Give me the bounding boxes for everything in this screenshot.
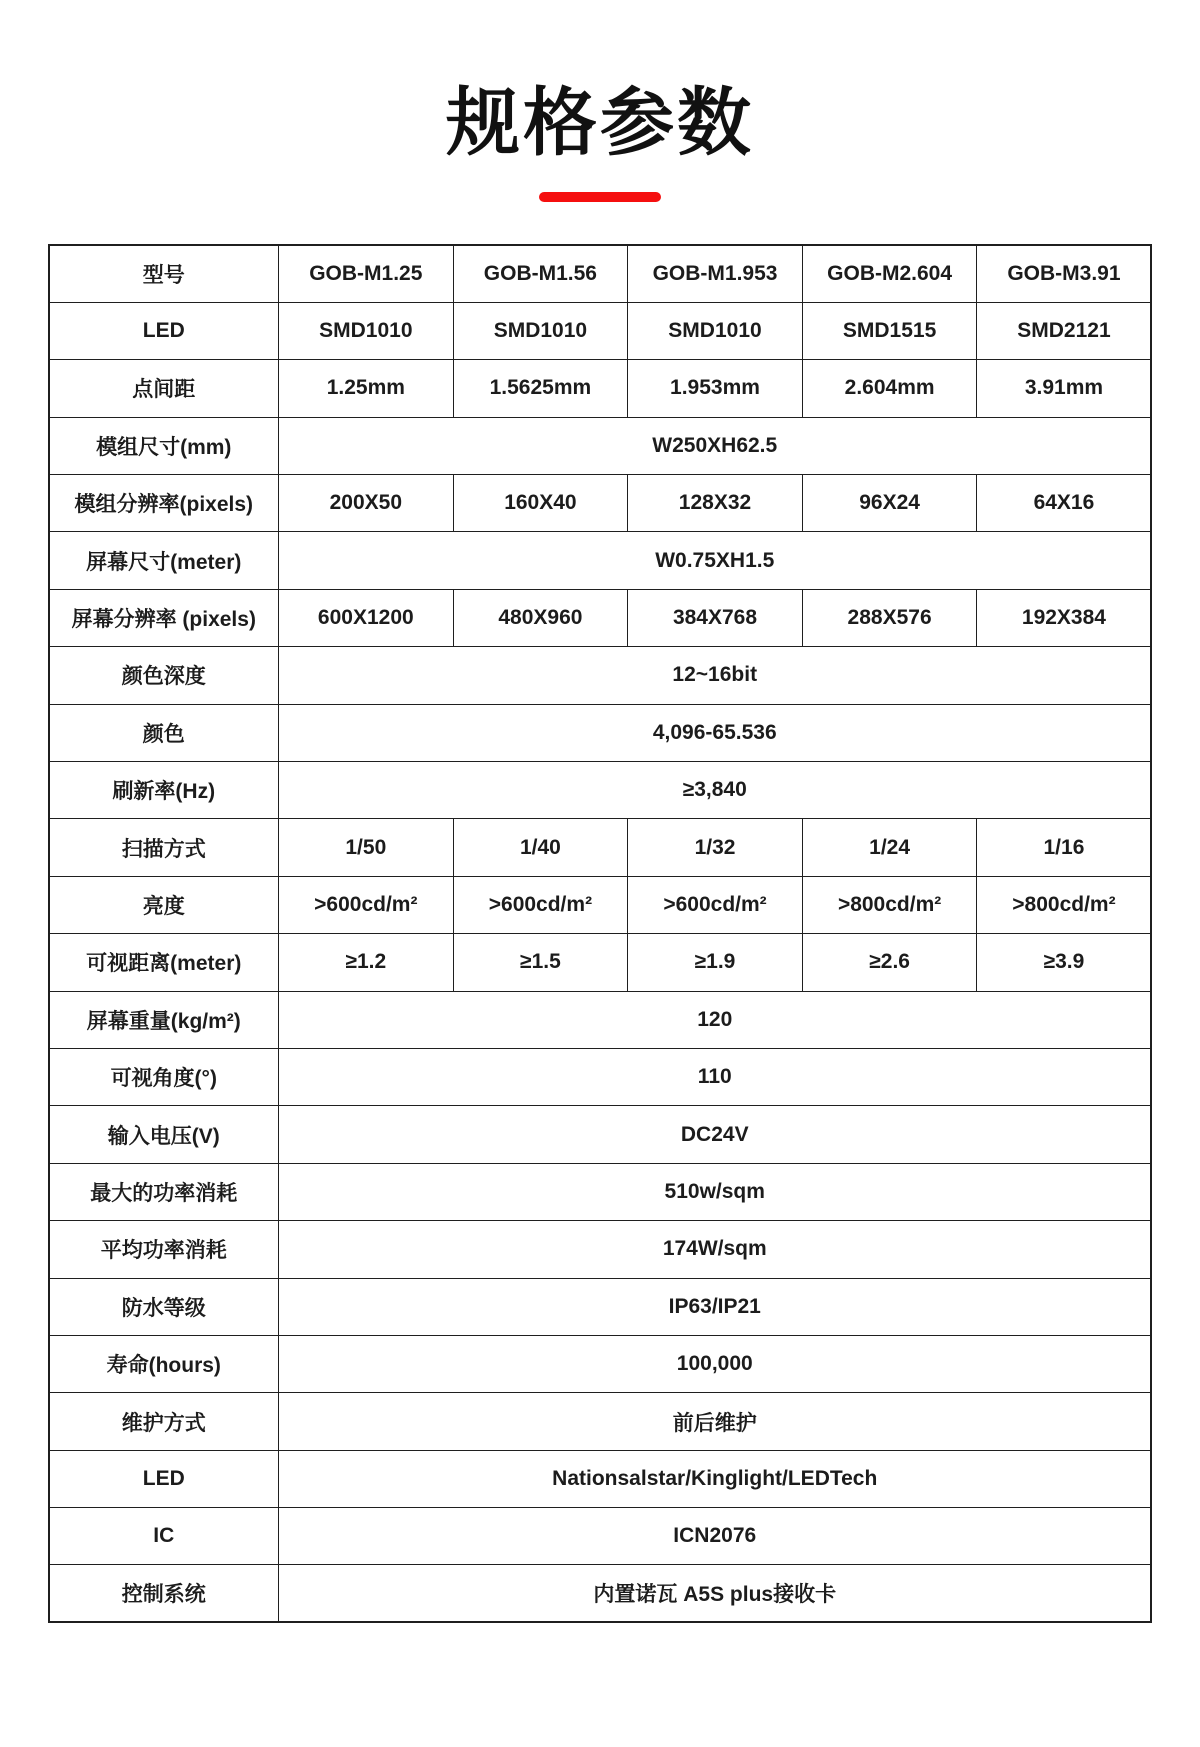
row-label: 屏幕尺寸(meter) xyxy=(49,532,279,589)
row-value: >800cd/m² xyxy=(802,876,977,933)
table-row-pixel-pitch xyxy=(49,360,1152,417)
row-value: ≥3,840 xyxy=(279,762,1152,819)
row-value: 128X32 xyxy=(628,475,803,532)
row-value: ≥2.6 xyxy=(802,934,977,991)
spec-table xyxy=(48,244,1153,1623)
row-value: 192X384 xyxy=(977,589,1152,646)
row-label: 亮度 xyxy=(49,876,279,933)
row-value: GOB-M3.91 xyxy=(977,245,1152,302)
row-label: LED xyxy=(49,302,279,359)
row-value: 2.604mm xyxy=(802,360,977,417)
row-label: 模组尺寸(mm) xyxy=(49,417,279,474)
row-value: SMD1515 xyxy=(802,302,977,359)
row-value: 510w/sqm xyxy=(279,1163,1152,1220)
row-value: 480X960 xyxy=(453,589,628,646)
row-value: ≥1.9 xyxy=(628,934,803,991)
row-value: >600cd/m² xyxy=(279,876,454,933)
row-value: 200X50 xyxy=(279,475,454,532)
row-label: 颜色深度 xyxy=(49,647,279,704)
row-value: 1.5625mm xyxy=(453,360,628,417)
table-row-waterproof-rating xyxy=(49,1278,1152,1335)
row-label: IC xyxy=(49,1508,279,1565)
table-row-brightness xyxy=(49,876,1152,933)
row-value: 96X24 xyxy=(802,475,977,532)
table-row-maintenance xyxy=(49,1393,1152,1450)
row-label: 平均功率消耗 xyxy=(49,1221,279,1278)
row-value: GOB-M1.56 xyxy=(453,245,628,302)
row-label: 维护方式 xyxy=(49,1393,279,1450)
row-value: 100,000 xyxy=(279,1335,1152,1392)
row-value: 1.25mm xyxy=(279,360,454,417)
row-value: 前后维护 xyxy=(279,1393,1152,1450)
row-value: GOB-M1.25 xyxy=(279,245,454,302)
row-label: 可视距离(meter) xyxy=(49,934,279,991)
row-value: ≥1.2 xyxy=(279,934,454,991)
row-value: 110 xyxy=(279,1048,1152,1105)
table-row-led-brand xyxy=(49,1450,1152,1507)
row-value: SMD1010 xyxy=(628,302,803,359)
row-value: 174W/sqm xyxy=(279,1221,1152,1278)
row-value: >600cd/m² xyxy=(628,876,803,933)
row-value: 1.953mm xyxy=(628,360,803,417)
row-value: 384X768 xyxy=(628,589,803,646)
table-row-model xyxy=(49,245,1152,302)
row-label: 最大的功率消耗 xyxy=(49,1163,279,1220)
row-label: 可视角度(°) xyxy=(49,1048,279,1105)
table-row-module-resolution xyxy=(49,475,1152,532)
row-value: SMD2121 xyxy=(977,302,1152,359)
row-value: 160X40 xyxy=(453,475,628,532)
table-row-screen-weight xyxy=(49,991,1152,1048)
row-label: 扫描方式 xyxy=(49,819,279,876)
row-label: 控制系统 xyxy=(49,1565,279,1622)
row-value: 1/32 xyxy=(628,819,803,876)
row-label: 寿命(hours) xyxy=(49,1335,279,1392)
row-label: 型号 xyxy=(49,245,279,302)
row-value: 64X16 xyxy=(977,475,1152,532)
row-value: W250XH62.5 xyxy=(279,417,1152,474)
table-row-viewing-angle xyxy=(49,1048,1152,1105)
row-label: 刷新率(Hz) xyxy=(49,762,279,819)
row-value: 600X1200 xyxy=(279,589,454,646)
row-value: 1/40 xyxy=(453,819,628,876)
row-label: LED xyxy=(49,1450,279,1507)
table-row-input-voltage xyxy=(49,1106,1152,1163)
row-value: ≥1.5 xyxy=(453,934,628,991)
row-label: 输入电压(V) xyxy=(49,1106,279,1163)
page-title: 规格参数 xyxy=(446,81,754,164)
table-row-lifespan xyxy=(49,1335,1152,1392)
table-row-color-depth xyxy=(49,647,1152,704)
table-row-colors xyxy=(49,704,1152,761)
table-row-max-power xyxy=(49,1163,1152,1220)
title-underline-accent xyxy=(539,192,661,202)
table-row-screen-size xyxy=(49,532,1152,589)
row-label: 屏幕分辨率 (pixels) xyxy=(49,589,279,646)
row-label: 屏幕重量(kg/m²) xyxy=(49,991,279,1048)
row-value: SMD1010 xyxy=(453,302,628,359)
row-value: 12~16bit xyxy=(279,647,1152,704)
row-value: ICN2076 xyxy=(279,1508,1152,1565)
table-row-refresh-rate xyxy=(49,762,1152,819)
row-value: 1/50 xyxy=(279,819,454,876)
row-label: 颜色 xyxy=(49,704,279,761)
title-block xyxy=(0,0,1200,202)
row-label: 点间距 xyxy=(49,360,279,417)
row-value: >600cd/m² xyxy=(453,876,628,933)
table-row-avg-power xyxy=(49,1221,1152,1278)
table-row-ic xyxy=(49,1508,1152,1565)
row-value: 4,096-65.536 xyxy=(279,704,1152,761)
row-value: 120 xyxy=(279,991,1152,1048)
row-value: Nationsalstar/Kinglight/LEDTech xyxy=(279,1450,1152,1507)
table-row-control-system xyxy=(49,1565,1152,1622)
row-value: 内置诺瓦 A5S plus接收卡 xyxy=(279,1565,1152,1622)
table-row-scan-mode xyxy=(49,819,1152,876)
row-value: GOB-M2.604 xyxy=(802,245,977,302)
table-row-viewing-distance xyxy=(49,934,1152,991)
row-value: IP63/IP21 xyxy=(279,1278,1152,1335)
row-value: 1/16 xyxy=(977,819,1152,876)
row-value: SMD1010 xyxy=(279,302,454,359)
row-label: 防水等级 xyxy=(49,1278,279,1335)
row-value: 288X576 xyxy=(802,589,977,646)
row-value: 3.91mm xyxy=(977,360,1152,417)
row-value: DC24V xyxy=(279,1106,1152,1163)
row-value: GOB-M1.953 xyxy=(628,245,803,302)
row-label: 模组分辨率(pixels) xyxy=(49,475,279,532)
table-row-led-type xyxy=(49,302,1152,359)
row-value: ≥3.9 xyxy=(977,934,1152,991)
table-row-module-size xyxy=(49,417,1152,474)
row-value: W0.75XH1.5 xyxy=(279,532,1152,589)
table-row-screen-resolution xyxy=(49,589,1152,646)
row-value: >800cd/m² xyxy=(977,876,1152,933)
row-value: 1/24 xyxy=(802,819,977,876)
